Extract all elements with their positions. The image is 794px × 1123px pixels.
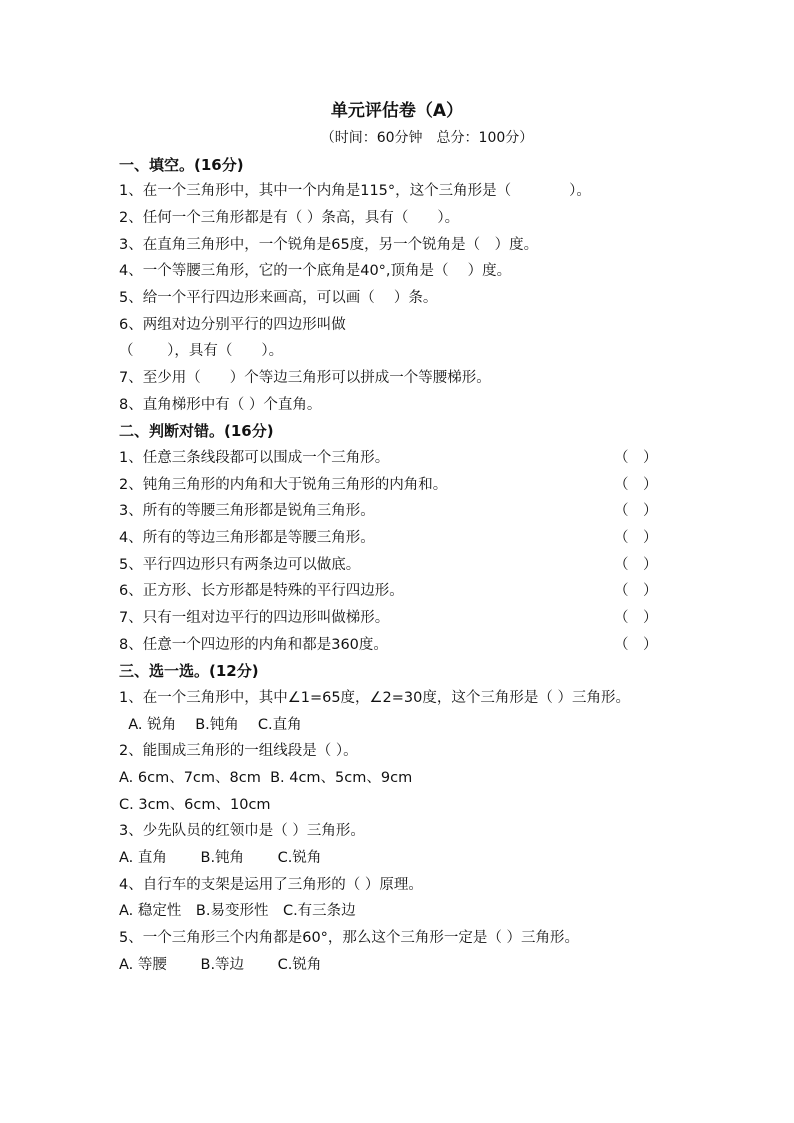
answer-blank: （ ） — [614, 450, 658, 466]
answer-blank: （ ） — [614, 477, 658, 493]
choice-options: A. 6cm、7cm、8cm B. 4cm、5cm、9cm — [119, 770, 413, 786]
choice-question: 1、在一个三角形中，其中∠1=65度，∠2=30度，这个三角形是（ ）三角形。 — [119, 690, 630, 706]
answer-blank: （ ） — [614, 503, 658, 519]
choice-options: A. 直角 B.钝角 C.锐角 — [119, 850, 322, 866]
judgment-item: 2、钝角三角形的内角和大于锐角三角形的内角和。 — [119, 477, 448, 493]
judgment-item: 7、只有一组对边平行的四边形叫做梯形。 — [119, 610, 390, 626]
choice-question: 4、自行车的支架是运用了三角形的（ ）原理。 — [119, 877, 423, 893]
question-line: （ ），具有（ ）。 — [119, 343, 284, 359]
choice-options: A. 稳定性 B.易变形性 C.有三条边 — [119, 903, 356, 919]
question-line: 7、至少用（ ）个等边三角形可以拼成一个等腰梯形。 — [119, 370, 491, 386]
question-line: 8、直角梯形中有（ ）个直角。 — [119, 397, 322, 413]
judgment-item: 6、正方形、长方形都是特殊的平行四边形。 — [119, 583, 404, 599]
question-line: 6、两组对边分别平行的四边形叫做 — [119, 317, 346, 333]
answer-blank: （ ） — [614, 583, 658, 599]
question-line: 4、一个等腰三角形，它的一个底角是40°,顶角是（ ）度。 — [119, 263, 512, 279]
choice-question: 5、一个三角形三个内角都是60°，那么这个三角形一定是（ ）三角形。 — [119, 930, 580, 946]
choice-question: 3、少先队员的红领巾是（ ）三角形。 — [119, 823, 365, 839]
answer-blank: （ ） — [614, 557, 658, 573]
question-line: 2、任何一个三角形都是有（ ）条高，具有（ ）。 — [119, 210, 460, 226]
judgment-item: 1、任意三条线段都可以围成一个三角形。 — [119, 450, 390, 466]
answer-blank: （ ） — [614, 637, 658, 653]
answer-blank: （ ） — [614, 530, 658, 546]
judgment-item: 4、所有的等边三角形都是等腰三角形。 — [119, 530, 375, 546]
section-heading-multiple-choice: 三、选一选。(12分) — [119, 662, 259, 680]
question-line: 3、在直角三角形中，一个锐角是65度，另一个锐角是（ ）度。 — [119, 237, 539, 253]
page-title: 单元评估卷（A） — [330, 101, 464, 121]
choice-options: A. 等腰 B.等边 C.锐角 — [119, 957, 322, 973]
exam-info: （时间：60分钟 总分：100分） — [320, 130, 534, 146]
section-heading-true-false: 二、判断对错。(16分) — [119, 422, 274, 440]
question-line: 5、给一个平行四边形来画高，可以画（ ）条。 — [119, 290, 438, 306]
question-line: 1、在一个三角形中，其中一个内角是115°，这个三角形是（ ）。 — [119, 183, 591, 199]
judgment-item: 3、所有的等腰三角形都是锐角三角形。 — [119, 503, 375, 519]
choice-question: 2、能围成三角形的一组线段是（ ）。 — [119, 743, 358, 759]
judgment-item: 8、任意一个四边形的内角和都是360度。 — [119, 637, 388, 653]
choice-options: C. 3cm、6cm、10cm — [119, 797, 271, 813]
choice-options: A. 锐角 B.钝角 C.直角 — [119, 717, 302, 733]
judgment-item: 5、平行四边形只有两条边可以做底。 — [119, 557, 361, 573]
answer-blank: （ ） — [614, 610, 658, 626]
section-heading-fill-blank: 一、填空。(16分) — [119, 156, 244, 174]
